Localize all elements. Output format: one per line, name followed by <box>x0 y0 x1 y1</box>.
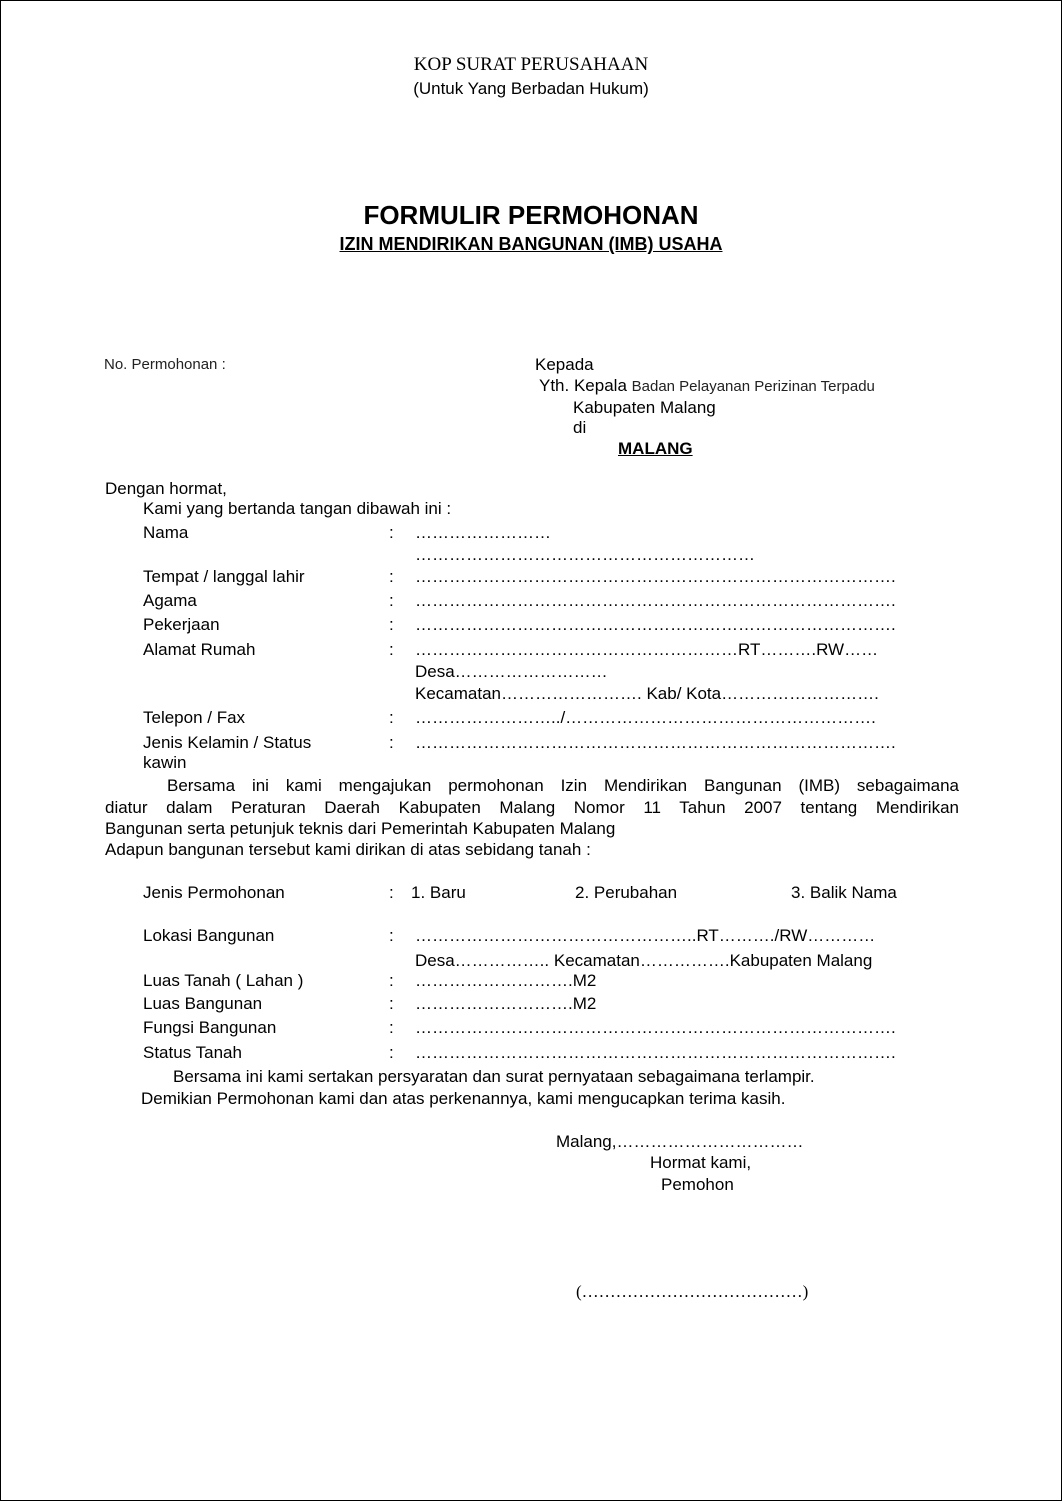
field-value-fungsi: …………………………………………………………………………. <box>415 1018 896 1037</box>
greeting: Dengan hormat, <box>105 479 227 498</box>
field-value-pekerjaan: …………………………………………………………………………. <box>415 615 896 634</box>
paragraph-line-1: Bersama ini kami mengajukan permohonan Izin Mendirikan Bangunan (IMB) sebagaimana <box>167 776 959 795</box>
field-label-pekerjaan: Pekerjaan <box>143 615 220 634</box>
field-value-tempat-lahir: …………………………………………………………………………. <box>415 567 896 586</box>
field-value-luas-tanah: ……………………….M2 <box>415 971 597 990</box>
field-colon: : <box>389 1043 394 1062</box>
option-perubahan: 2. Perubahan <box>575 883 678 902</box>
recipient-di: di <box>573 418 587 437</box>
signature-hormat: Hormat kami, <box>650 1153 752 1172</box>
no-permohonan-label <box>104 355 226 375</box>
signature-role: Pemohon <box>661 1175 734 1194</box>
paragraph-line-3: Bangunan serta petunjuk teknis dari Pemerintah Kabupaten Malang <box>105 819 616 838</box>
paragraph-2: Adapun bangunan tersebut kami dirikan di atas sebidang tanah : <box>105 840 591 859</box>
field-value-alamat: …………………………………………………RT……….RW…… <box>415 640 879 659</box>
field-label-jenis-kelamin-line2: kawin <box>143 753 187 772</box>
field-colon: : <box>389 971 394 990</box>
field-value-luas-bangunan: ……………………….M2 <box>415 994 597 1013</box>
field-label-luas-bangunan: Luas Bangunan <box>143 994 263 1013</box>
field-value-alamat-desa: Desa……………………… <box>415 662 608 681</box>
recipient-kepada: Kepada <box>535 355 594 374</box>
field-label-lokasi: Lokasi Bangunan <box>143 926 275 945</box>
letterhead-note: (Untuk Yang Berbadan Hukum) <box>413 79 649 98</box>
signature-place-date: Malang,…………………………… <box>556 1132 804 1151</box>
recipient-line <box>539 376 875 397</box>
field-label-telepon: Telepon / Fax <box>143 708 246 727</box>
field-value-agama: …………………………………………………………………………. <box>415 591 896 610</box>
field-value-telepon: ……………………../………………………………………………. <box>415 708 876 727</box>
field-label-jenis-kelamin: Jenis Kelamin / Status <box>143 733 312 752</box>
recipient-kabupaten: Kabupaten Malang <box>573 398 716 417</box>
field-label-nama: Nama <box>143 523 189 542</box>
option-baru: 1. Baru <box>411 883 466 902</box>
recipient-city: MALANG <box>618 439 693 458</box>
field-value-lokasi: …………………………………………..RT………./RW………… <box>415 926 876 945</box>
field-colon: : <box>389 883 394 902</box>
field-colon: : <box>389 567 394 586</box>
field-colon: : <box>389 926 394 945</box>
recipient-office: Badan Pelayanan Perizinan Terpadu <box>631 378 875 395</box>
field-value-nama-line2: …………………………………………………… <box>415 545 755 564</box>
field-label-fungsi: Fungsi Bangunan <box>143 1018 277 1037</box>
field-colon: : <box>389 994 394 1013</box>
field-label-tempat-lahir: Tempat / langgal lahir <box>143 567 305 586</box>
field-value-jenis-kelamin: …………………………………………………………………………. <box>415 733 896 752</box>
letterhead-title: KOP SURAT PERUSAHAAN <box>413 54 649 75</box>
field-colon: : <box>389 708 394 727</box>
closing-2: Demikian Permohonan kami dan atas perkenannya, kami mengucapkan terima kasih. <box>141 1089 786 1108</box>
option-balik-nama: 3. Balik Nama <box>791 883 897 902</box>
field-value-nama: …………………… <box>415 523 551 542</box>
intro-text: Kami yang bertanda tangan dibawah ini : <box>143 499 452 518</box>
field-value-lokasi-line2: Desa…………….. Kecamatan…………….Kabupaten Malang <box>415 951 873 970</box>
closing-1: Bersama ini kami sertakan persyaratan dan surat pernyataan sebagaimana terlampir. <box>173 1067 815 1086</box>
field-label-luas-tanah: Luas Tanah ( Lahan ) <box>143 971 304 990</box>
form-subtitle: IZIN MENDIRIKAN BANGUNAN (IMB) USAHA <box>339 234 723 254</box>
no-permohonan-colon: : <box>221 356 226 373</box>
field-value-status-tanah: …………………………………………………………………………. <box>415 1043 896 1062</box>
field-label-jenis-permohonan: Jenis Permohonan <box>143 883 285 902</box>
recipient-yth: Yth. Kepala <box>539 376 627 395</box>
field-colon: : <box>389 591 394 610</box>
field-colon: : <box>389 640 394 659</box>
no-permohonan-text: No. Permohonan <box>104 356 218 373</box>
field-colon: : <box>389 615 394 634</box>
signature-name-line: (…………………………………) <box>576 1282 809 1301</box>
form-title: FORMULIR PERMOHONAN <box>363 200 699 230</box>
field-label-alamat: Alamat Rumah <box>143 640 256 659</box>
field-colon: : <box>389 523 394 542</box>
field-colon: : <box>389 1018 394 1037</box>
paragraph-line-2: diatur dalam Peraturan Daerah Kabupaten Malang Nomor 11 Tahun 2007 tentang Mendirikan <box>105 798 959 817</box>
field-colon: : <box>389 733 394 752</box>
field-value-alamat-kecamatan: Kecamatan……………………. Kab/ Kota………………………. <box>415 684 879 703</box>
field-label-status-tanah: Status Tanah <box>143 1043 242 1062</box>
field-label-agama: Agama <box>143 591 197 610</box>
